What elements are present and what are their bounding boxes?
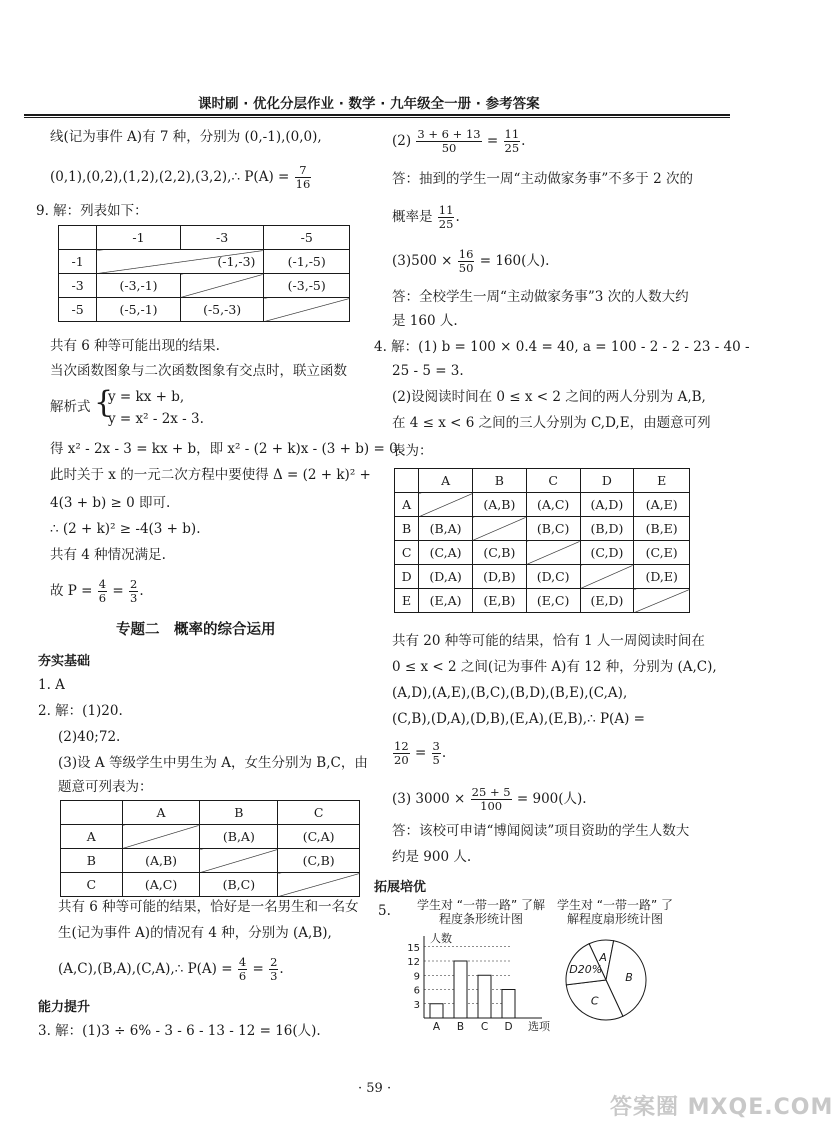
text-line: 是 160 人. <box>392 313 458 329</box>
text-line: 题意可列表为： <box>58 779 153 795</box>
table-row: -3 (-3,-1) (-3,-5) <box>59 274 350 298</box>
text-line: (2)设阅读时间在 0 ≤ x < 2 之间的两人分别为 A,B, <box>392 389 706 405</box>
table-header-row: -1 -3 -5 <box>59 226 350 250</box>
text-line: (A,D),(A,E),(B,C),(B,D),(B,E),(C,A), <box>392 685 628 701</box>
x-tick-label: C <box>480 1021 489 1033</box>
text-line: 解析式 <box>50 399 91 415</box>
table-row: A (B,A) (C,A) <box>61 825 360 849</box>
text-line: 0 ≤ x < 2 之间(记为事件 A)有 12 种，分别为 (A,C), <box>392 659 717 675</box>
watermark: 答案圈 MXQE.COM <box>610 1095 833 1120</box>
table-row: B (B,A) (B,C) (B,D) (B,E) <box>395 517 690 541</box>
text-line: 共有 4 种情况满足. <box>50 547 166 563</box>
brace: { <box>94 385 114 420</box>
question-9: 9. 解：列表如下： <box>36 203 148 219</box>
text-line: 共有 6 种等可能的结果，恰好是一名男生和一名女 <box>58 899 359 915</box>
table-row: C (A,C) (B,C) <box>61 873 360 897</box>
running-header: 课时刷 · 优化分层作业 · 数学 · 九年级全一册 · 参考答案 <box>198 96 540 112</box>
equation-1: y = kx + b, <box>108 389 185 405</box>
pie-label-D: D20% <box>569 962 603 976</box>
table-row: E (E,A) (E,B) (E,C) (E,D) <box>395 589 690 613</box>
y-tick-label: 15 <box>407 942 420 954</box>
topic-title: 专题二 概率的综合运用 <box>116 622 276 638</box>
text-line: (A,C),(B,A),(C,A),∴ P(A) = $\frac{4}{6}$ = $\frac{2}{3}$ . <box>58 955 284 983</box>
bar-chart-title: 学生对 “一带一路” 了解程度条形统计图 <box>416 898 546 926</box>
text-line: (0,1),(0,2),(1,2),(2,2),(3,2),∴ P(A) = $\frac{7}{16}$ <box>50 163 311 191</box>
y-tick-label: 12 <box>407 957 420 968</box>
page-number: · 59 · <box>358 1081 392 1096</box>
pie-chart-title: 学生对 “一带一路” 了解程度扇形统计图 <box>556 898 674 926</box>
pie-chart <box>562 930 672 1030</box>
text-line: (3) 3000 × $\frac{25 + 5}{100}$ = 900(人). <box>392 785 587 813</box>
x-axis-label: 选项 <box>528 1020 550 1033</box>
answer-2: 2. 解：(1)20. <box>38 703 123 719</box>
pie-label-A: A <box>599 950 607 964</box>
y-tick-label: 3 <box>413 999 420 1011</box>
text-line: (3)设 A 等级学生中男生为 A，女生分别为 B,C，由 <box>58 755 368 771</box>
text-line: 表为： <box>392 443 433 459</box>
table-header-row: A B C <box>61 801 360 825</box>
table-row: -1 (-1,-3) (-1,-5) <box>59 250 350 274</box>
header-rule-thin <box>24 117 730 118</box>
y-tick-label: 9 <box>413 971 420 983</box>
bar-D <box>502 990 515 1019</box>
table-row: A (A,B) (A,C) (A,D) (A,E) <box>395 493 690 517</box>
table-4 <box>394 468 690 613</box>
bar-B <box>454 961 467 1018</box>
table-header-row: A B C D E <box>395 469 690 493</box>
x-tick-label: D <box>504 1021 513 1033</box>
pie-label-C: C <box>590 994 599 1008</box>
text-line: 当次函数图象与二次函数图象有交点时，联立函数 <box>50 363 347 379</box>
text-line: 答：全校学生一周“主动做家务事”3 次的人数大约 <box>392 289 689 305</box>
x-tick-label: B <box>456 1021 465 1033</box>
header-rule <box>24 114 730 116</box>
table-row: D (D,A) (D,B) (D,C) (D,E) <box>395 565 690 589</box>
table-2 <box>60 800 360 897</box>
y-axis-label: 人数 <box>430 932 452 945</box>
bar-A <box>430 1004 443 1018</box>
text-line: 答：抽到的学生一周“主动做家务事”不多于 2 次的 <box>392 171 693 187</box>
text-line: 线(记为事件 A)有 7 种，分别为 (0,-1),(0,0), <box>50 129 322 145</box>
text-line: 约是 900 人. <box>392 849 472 865</box>
text-line: $\frac{12}{20}$ = $\frac{3}{5}$ . <box>394 739 447 767</box>
text-line: (3)500 × $\frac{16}{50}$ = 160(人). <box>392 247 550 275</box>
pie-label-B: B <box>625 971 633 985</box>
text-line: 25 - 5 = 3. <box>392 363 464 379</box>
table-row: B (A,B) (C,B) <box>61 849 360 873</box>
text-line: (C,B),(D,A),(D,B),(E,A),(E,B),∴ P(A) = <box>392 711 645 727</box>
text-line: 生(记为事件 A)的情况有 4 种，分别为 (A,B), <box>58 925 332 941</box>
y-tick-label: 6 <box>413 985 420 997</box>
section-heading: 能力提升 <box>38 1000 91 1015</box>
question-5: 5. <box>378 903 391 919</box>
text-line: 得 x² - 2x - 3 = kx + b，即 x² - (2 + k)x - (3 + b) = 0. <box>50 441 402 457</box>
text-line: 共有 6 种等可能出现的结果. <box>50 338 220 354</box>
text-line: 此时关于 x 的一元二次方程中要使得 Δ = (2 + k)² + <box>50 467 371 483</box>
text-line: 共有 20 种等可能的结果，恰有 1 人一周阅读时间在 <box>392 633 705 649</box>
table-row: C (C,A) (C,B) (C,D) (C,E) <box>395 541 690 565</box>
text-line: 4(3 + b) ≥ 0 即可. <box>50 495 171 511</box>
answer-3: 3. 解：(1)3 ÷ 6% - 3 - 6 - 13 - 12 = 16(人). <box>38 1023 321 1039</box>
text-line: 答：该校可申请“博闻阅读”项目资助的学生人数大 <box>392 823 690 839</box>
x-tick-label: A <box>432 1021 441 1033</box>
text-line: 概率是 $\frac{11}{25}$ . <box>392 203 460 231</box>
text-line: 故 P = $\frac{4}{6}$ = $\frac{2}{3}$ . <box>50 577 144 605</box>
answer-1: 1. A <box>38 677 65 693</box>
equation-2: y = x² - 2x - 3. <box>108 411 204 427</box>
text-line: 在 4 ≤ x < 6 之间的三人分别为 C,D,E，由题意可列 <box>392 415 711 431</box>
answer-4: 4. 解：(1) b = 100 × 0.4 = 40, a = 100 - 2 - 2 - 23 - 40 - <box>374 339 750 355</box>
section-heading: 拓展培优 <box>374 880 427 895</box>
bar-C <box>478 975 491 1018</box>
fraction: $\frac{7}{16}$ <box>295 163 311 191</box>
text-line: ∴ (2 + k)² ≥ -4(3 + b). <box>50 521 201 537</box>
table-9 <box>58 225 350 322</box>
section-heading: 夯实基础 <box>38 654 91 669</box>
text-line: (2)40;72. <box>58 729 121 745</box>
text-line: (2) $\frac{3 + 6 + 13}{50}$ = $\frac{11}{25}$ . <box>392 127 526 155</box>
bar-chart <box>392 930 552 1033</box>
table-row: -5 (-5,-1) (-5,-3) <box>59 298 350 322</box>
